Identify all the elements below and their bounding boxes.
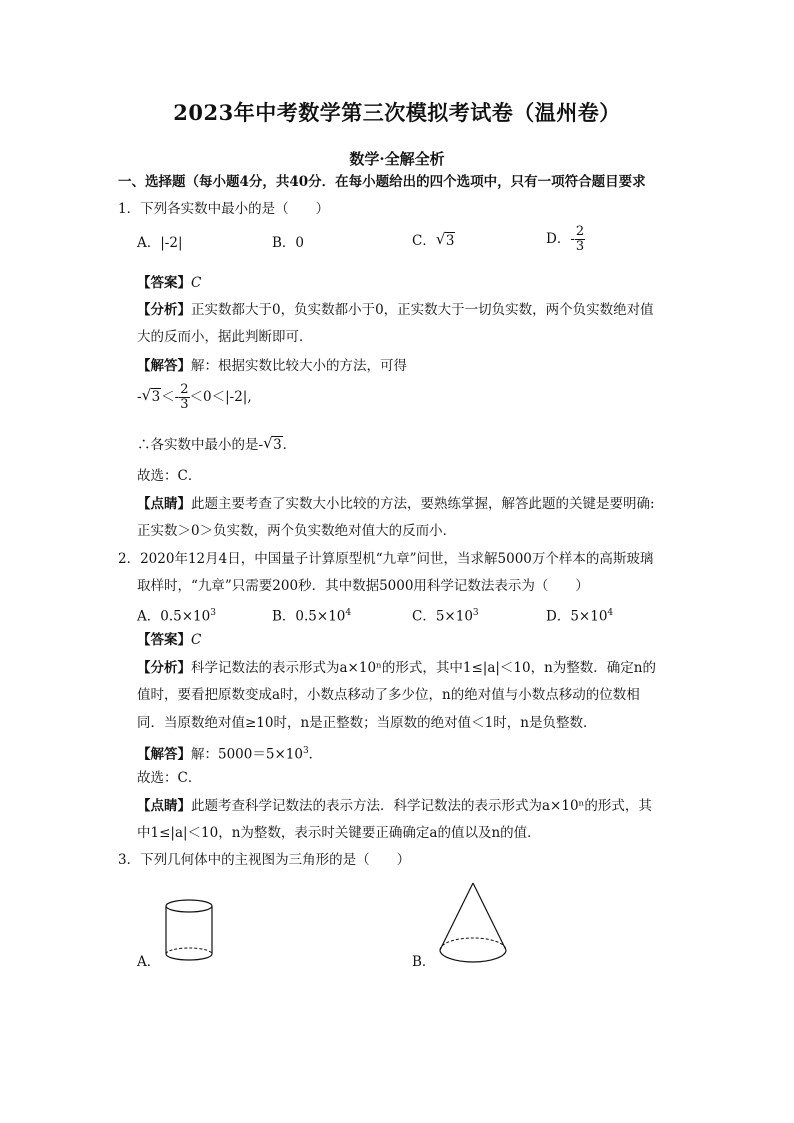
q2-solution: 【解答】解：$5000=5\times 10^3$． xyxy=(137,746,323,763)
q1-analysis: 【分析】正实数都大于0，负实数都小于0，正实数大于一切负实数，两个负实数绝对值 xyxy=(137,302,654,318)
section-heading: 一、选择题（每小题4分，共40分．在每小题给出的四个选项中，只有一项符合题目要求 xyxy=(118,174,646,190)
q1-analysis-cont: 大的反而小，据此判断即可． xyxy=(137,329,313,345)
q1-comment-cont: 正实数＞0＞负实数，两个负实数绝对值大的反而小． xyxy=(137,523,457,539)
q1-comment: 【点睛】此题主要考查了实数大小比较的方法，要熟练掌握，解答此题的关键是要明确: xyxy=(137,496,655,512)
q2-analysis-cont2: 同．当原数绝对值≥10时，n是正整数；当原数的绝对值＜1时，n是负整数． xyxy=(137,715,597,731)
q2-stem: 2．2020年12月4日，中国量子计算原型机“九章”问世，当求解5000万个样本的高斯玻璃 xyxy=(118,551,654,567)
q2-option-c: C．$5\times 10^3$ xyxy=(412,608,479,625)
q1-conclusion: ∴各实数中最小的是- √ 3． xyxy=(137,434,297,453)
q2-analysis-cont: 值时，要看把原数变成a时，小数点移动了多少位，n的绝对值与小数点移动的位数相 xyxy=(137,687,640,703)
q2-option-b: B．$0.5\times 10^4$ xyxy=(272,608,352,625)
q1-inequality: - √ 3＜- $\frac{2}{3}$ ＜0＜|-2|, xyxy=(137,382,252,412)
q1-option-d xyxy=(546,225,585,254)
sqrt-symbol: √ 3 xyxy=(263,434,282,453)
q2-option-a: A．$0.5\times 10^3$ xyxy=(137,608,216,625)
q2-analysis: 【分析】科学记数法的表示形式为a×10ⁿ的形式，其中1≤|a|＜10，n为整数．确定n的 xyxy=(137,660,656,676)
cylinder-figure xyxy=(160,896,218,966)
q1-option-d-label: D．- xyxy=(546,231,575,247)
q2-comment-cont: 中1≤|a|＜10，n为整数，表示时关键要正确确定a的值以及n的值． xyxy=(137,825,541,841)
q3-stem: 3．下列几何体中的主视图为三角形的是（ ） xyxy=(118,852,411,868)
q1-option-c xyxy=(412,231,455,251)
q2-choose: 故选：C． xyxy=(137,770,202,786)
page-title: 2023年中考数学第三次模拟考试卷（温州卷） xyxy=(173,100,621,125)
q1-stem: 1．下列各实数中最小的是（ ） xyxy=(118,201,330,217)
q1-answer: 【答案】C xyxy=(137,275,202,291)
q1-option-b: B．0 xyxy=(272,235,305,251)
q1-solution: 【解答】解：根据实数比较大小的方法，可得 xyxy=(137,358,407,374)
q2-option-d: D．$5\times 10^4$ xyxy=(546,608,614,625)
sqrt-symbol: √ 3 xyxy=(435,230,455,249)
sqrt-symbol: √ 3 xyxy=(141,386,161,405)
q1-option-a: A．|-2| xyxy=(137,235,183,251)
q3-option-a-label: A． xyxy=(137,954,161,970)
q3-option-b-label: B． xyxy=(412,954,436,970)
q2-comment: 【点睛】此题考查科学记数法的表示方法．科学记数法的表示形式为a×10ⁿ的形式，其 xyxy=(137,798,652,814)
page-subtitle: 数学·全解全析 xyxy=(349,150,445,168)
q1-option-c-label: C． xyxy=(412,233,436,249)
fraction: $\frac{2}{3}$ xyxy=(575,224,585,254)
fraction: $\frac{2}{3}$ xyxy=(180,382,189,412)
q2-answer: 【答案】C xyxy=(137,632,202,648)
q2-stem-cont: 取样时，“九章”只需要200秒．其中数据5000用科学记数法表示为（ ） xyxy=(137,578,589,594)
q1-choose: 故选：C． xyxy=(137,468,202,484)
cone-figure xyxy=(436,880,510,972)
